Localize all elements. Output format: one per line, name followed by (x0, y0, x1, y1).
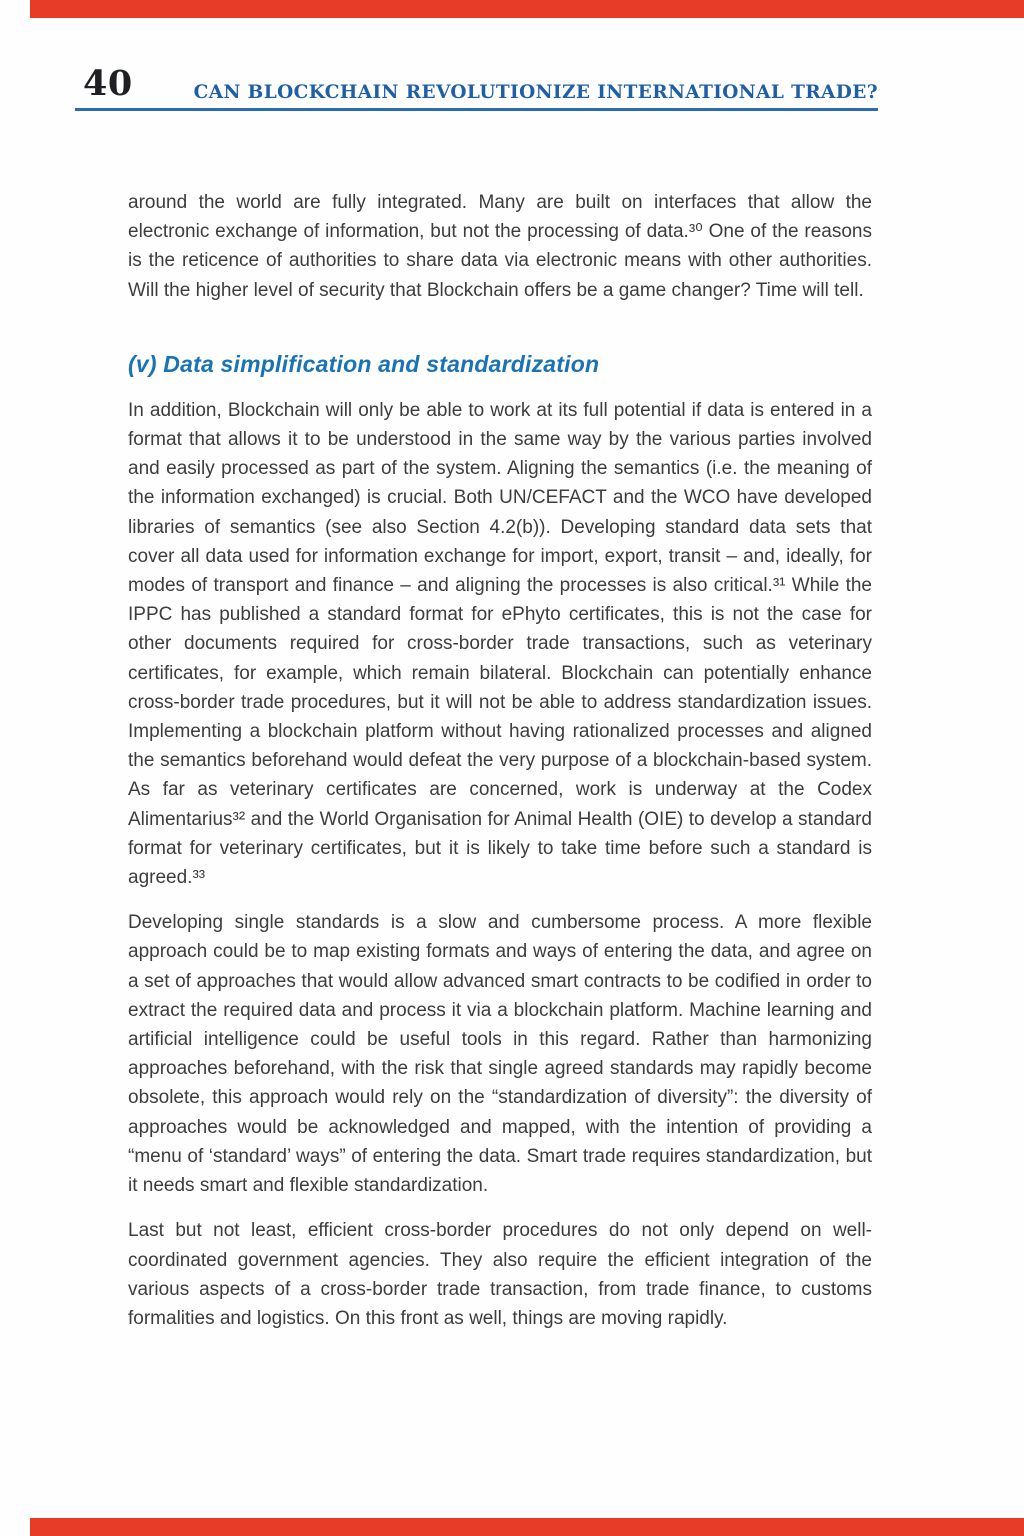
body-paragraph: In addition, Blockchain will only be able to work at its full potential if data is entered in a format that allows it to be understood in the same way by the various parties involved and easily processed as part of the system. Aligning the semantics (i.e. the meaning of the information exchanged) is crucial. Both UN/CEFACT and the WCO have developed libraries of semantics (see also Section 4.2(b)). Developing standard data sets that cover all data used for information exchange for import, export, transit – and, ideally, for modes of transport and finance – and aligning the processes is also critical.³¹ While the IPPC has published a standard format for ePhyto certificates, this is not the case for other documents required for cross-border trade transactions, such as veterinary certificates, for example, which remain bilateral. Blockchain can potentially enhance cross-border trade procedures, but it will not be able to address standardization issues. Implementing a blockchain platform without having rationalized processes and aligned the semantics beforehand would defeat the very purpose of a blockchain-based system. As far as veterinary certificates are concerned, work is underway at the Codex Alimentarius³² and the World Organisation for Animal Health (OIE) to develop a standard format for veterinary certificates, but it is likely to take time before such a standard is agreed.³³ (128, 399, 872, 889)
bottom-accent-bar (30, 1518, 1024, 1536)
body-paragraph: Last but not least, efficient cross-border procedures do not only depend on well-coordinated government agencies. They also require the efficient integration of the various aspects of a cross-border trade transaction, from trade finance, to customs formalities and logistics. On this front as well, things are moving rapidly. (128, 1220, 872, 1329)
header-rule (75, 108, 878, 111)
section-heading: (v) Data simplification and standardization (128, 350, 600, 377)
body-paragraph: around the world are fully integrated. Many are built on interfaces that allow the electronic exchange of information, but not the processing of data.³⁰ One of the reasons is the reticence of authorities to share data via electronic means with other authorities. Will the higher level of security that Blockchain offers be a game changer? Time will tell. (128, 192, 872, 301)
running-head: CAN BLOCKCHAIN REVOLUTIONIZE INTERNATIONAL TRADE? (193, 82, 878, 103)
body-content (128, 188, 872, 1333)
page-number: 40 (83, 63, 133, 104)
body-paragraph: Developing single standards is a slow and cumbersome process. A more flexible approach could be to map existing formats and ways of entering the data, and agree on a set of approaches that would allow advanced smart contracts to be codified in order to extract the required data and process it via a blockchain platform. Machine learning and artificial intelligence could be useful tools in this regard. Rather than harmonizing approaches beforehand, with the risk that single agreed standards may rapidly become obsolete, this approach would rely on the “standardization of diversity”: the diversity of approaches would be acknowledged and mapped, with the intention of providing a “menu of ‘standard’ ways” of entering the data. Smart trade requires standardization, but it needs smart and flexible standardization. (128, 912, 872, 1197)
top-accent-bar (30, 0, 1024, 18)
